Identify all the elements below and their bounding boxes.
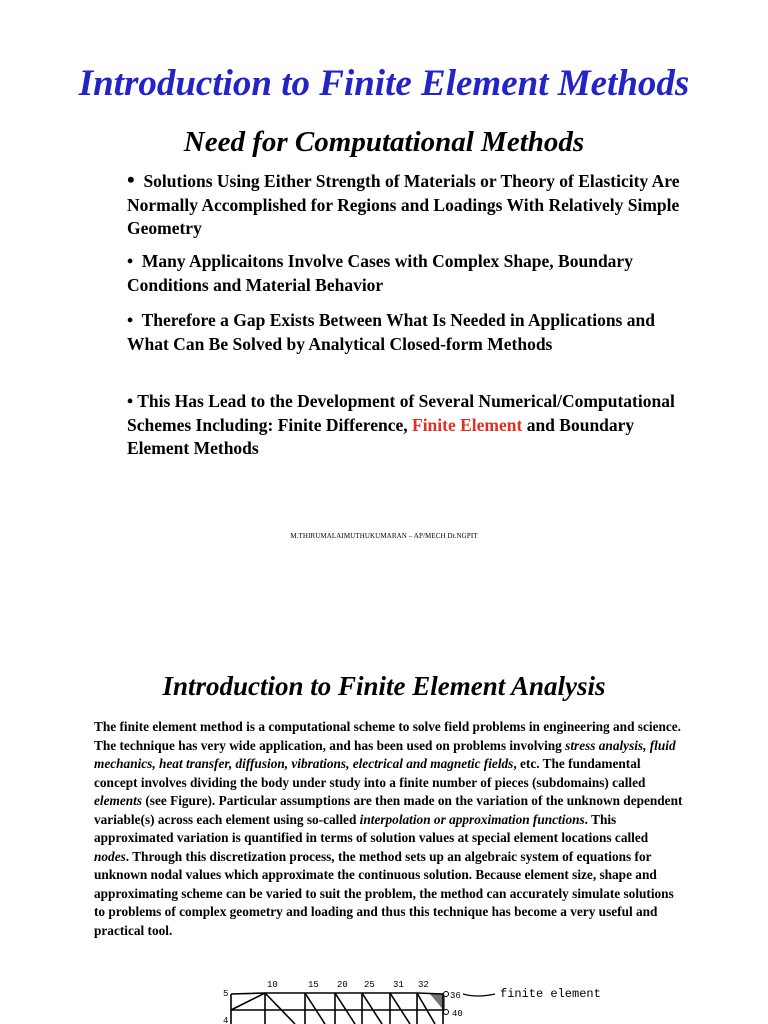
bullet-item-4 — [127, 390, 687, 461]
slide2-title: Introduction to Finite Element Analysis — [162, 671, 606, 701]
bullet-text-end: and Boundary Element Methods — [127, 414, 635, 458]
node-label: 40 — [452, 1009, 463, 1019]
node-label: 32 — [418, 980, 429, 990]
slide-footer: M.THIRUMALAIMUTHUKUMARAN – AP/MECH Dr.NGPIT — [290, 532, 478, 540]
node-label: 20 — [337, 980, 348, 990]
para-text: The finite element method is a computational scheme to solve field problems in engineering and science. The technique has very wide application, and has been used on problems involving — [94, 719, 681, 753]
bullet-dot: • — [127, 310, 134, 330]
para-emphasis: interpolation or approximation functions — [359, 811, 585, 827]
node-marker — [444, 992, 449, 997]
para-emphasis: nodes — [94, 848, 126, 864]
para-text: (see Figure). Particular assumptions are then made on the variation of the unknown dependent variable(s) across each element using so-called — [94, 793, 683, 827]
bullet-item-3 — [127, 309, 687, 356]
slide1-title: Introduction to Finite Element Methods — [78, 63, 690, 104]
bullet-text: Therefore a Gap Exists Between What Is Needed in Applications and What Can Be Solved by Analytical Closed-form Methods — [127, 310, 655, 354]
finite-element-callout: finite element — [500, 987, 601, 1001]
node-label: 5 — [223, 989, 229, 999]
bullet-item-2 — [127, 250, 687, 297]
finite-element-highlight: Finite Element — [412, 414, 523, 435]
node-label: 10 — [267, 980, 278, 990]
intro-paragraph — [94, 718, 686, 940]
node-label: 4 — [223, 1016, 229, 1024]
para-emphasis: elements — [94, 793, 143, 808]
bullet-item-1 — [127, 168, 687, 241]
node-marker — [444, 1010, 449, 1015]
bullet-text: Many Applicaitons Involve Cases with Complex Shape, Boundary Conditions and Material Behavior — [127, 251, 633, 295]
para-text: . Through this discretization process, the method sets up an algebraic system of equations for unknown nodal values which approximate the continuous solution. Because element size, shape and approximating scheme can be varied to suit the problem, the method can accurately simulate solutions to problems of complex geometry and loading and thus this technique has become a very useful and practical tool. — [94, 848, 674, 938]
bullet-dot: • — [127, 391, 134, 411]
callout-leader-line — [463, 994, 495, 996]
bullet-text: Solutions Using Either Strength of Materials or Theory of Elasticity Are Normally Accomplished for Regions and Loadings With Relatively Simple Geometry — [127, 171, 680, 238]
bullet-text: This Has Lead to the Development of Several Numerical/Computational Schemes Including: Finite Difference, — [127, 391, 675, 435]
node-label: 36 — [450, 991, 461, 1001]
para-emphasis: stress analysis, fluid mechanics, heat transfer, diffusion, vibrations, electrical and magnetic fields — [94, 737, 676, 771]
mesh-lines — [231, 993, 443, 1024]
para-text: . This approximated variation is quantified in terms of solution values at special element locations called — [94, 811, 649, 845]
node-label: 15 — [308, 980, 319, 990]
node-label: 31 — [393, 980, 404, 990]
slide1-subtitle: Need for Computational Methods — [183, 126, 585, 158]
para-text: , etc. The fundamental concept involves dividing the body under study into a finite number of pieces (subdomains) called — [94, 756, 646, 790]
node-label: 25 — [364, 980, 375, 990]
bullet-dot: • — [127, 251, 134, 271]
finite-element-mesh-figure — [205, 976, 625, 1024]
bullet-dot: • — [127, 167, 135, 192]
